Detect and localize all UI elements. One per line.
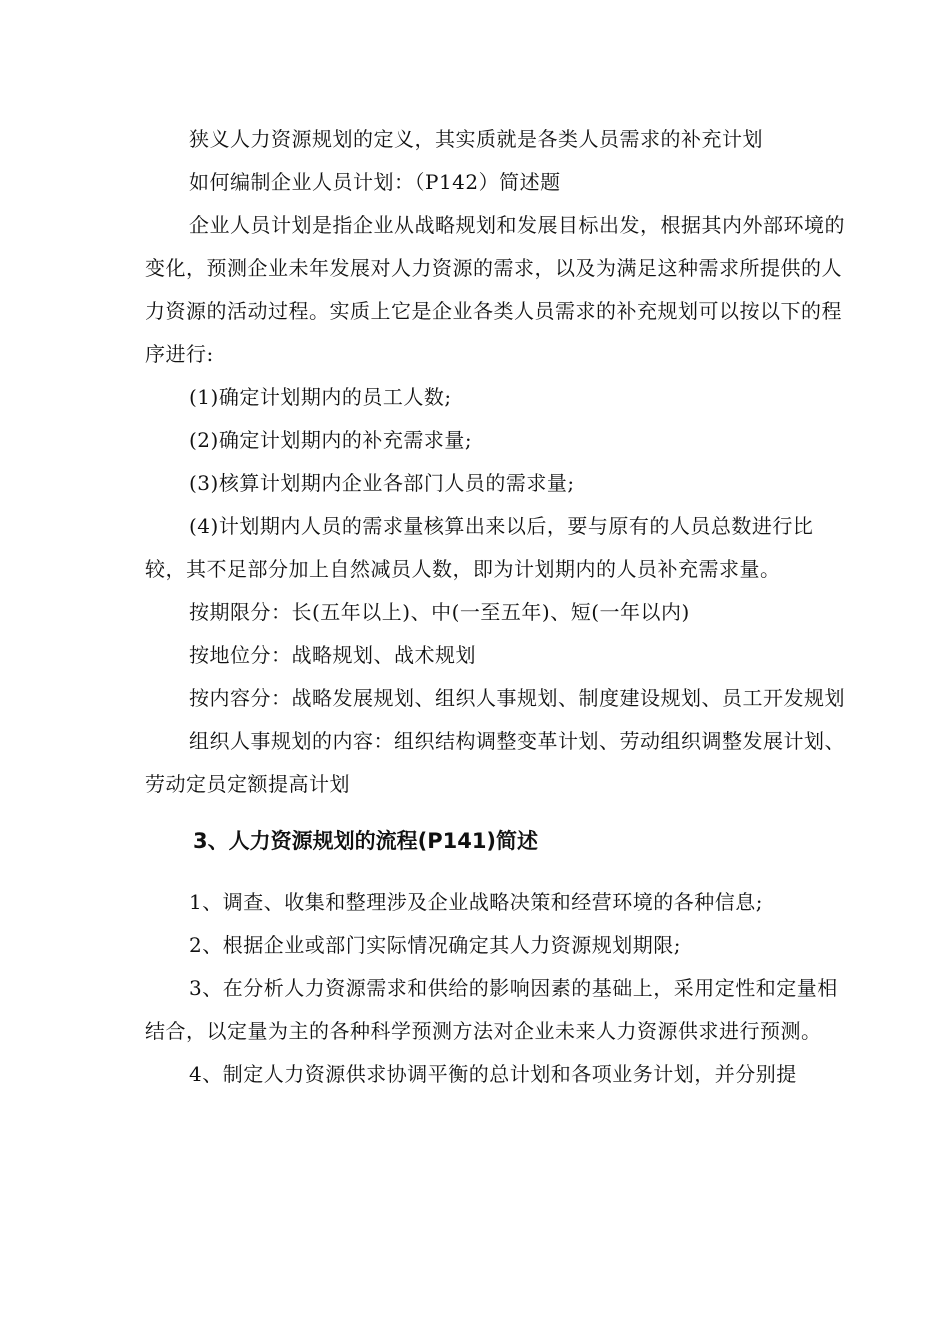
paragraph-flow-4: 4、制定人力资源供求协调平衡的总计划和各项业务计划，并分别提	[189, 1062, 797, 1086]
paragraph-by-term: 按期限分：长(五年以上)、中(一至五年)、短(一年以内)	[189, 600, 690, 624]
paragraph-plan-description: 企业人员计划是指企业从战略规划和发展目标出发，根据其内外部环境的变化，预测企业未年发展对人力资源的需求，以及为满足这种需求所提供的人力资源的活动过程。实质上它是企业各类人员需求的补充规划可以按以下的程序进行:	[145, 213, 845, 366]
paragraph-flow-1: 1、调查、收集和整理涉及企业战略决策和经营环境的各种信息;	[189, 890, 763, 914]
paragraph-question: 如何编制企业人员计划：（P142）简述题	[189, 170, 561, 194]
paragraph-flow-3: 3、在分析人力资源需求和供给的影响因素的基础上，采用定性和定量相结合，以定量为主的各种科学预测方法对企业未来人力资源供求进行预测。	[145, 976, 838, 1043]
paragraph-flow-2: 2、根据企业或部门实际情况确定其人力资源规划期限;	[189, 933, 681, 957]
paragraph-definition: 狭义人力资源规划的定义，其实质就是各类人员需求的补充计划	[189, 127, 763, 151]
paragraph-by-content: 按内容分：战略发展规划、组织人事规划、制度建设规划、员工开发规划	[189, 686, 845, 710]
section-heading: 3、人力资源规划的流程(P141)简述	[193, 829, 539, 853]
paragraph-step-4: (4)计划期内人员的需求量核算出来以后，要与原有的人员总数进行比较，其不足部分加上自然减员人数，即为计划期内的人员补充需求量。	[145, 514, 814, 581]
paragraph-by-status: 按地位分：战略规划、战术规划	[189, 643, 476, 667]
paragraph-step-3: (3)核算计划期内企业各部门人员的需求量;	[189, 471, 575, 495]
paragraph-org-planning: 组织人事规划的内容：组织结构调整变革计划、劳动组织调整发展计划、劳动定员定额提高计划	[145, 729, 845, 796]
paragraph-step-1: (1)确定计划期内的员工人数;	[189, 385, 452, 409]
document-body	[145, 118, 850, 1096]
paragraph-step-2: (2)确定计划期内的补充需求量;	[189, 428, 473, 452]
